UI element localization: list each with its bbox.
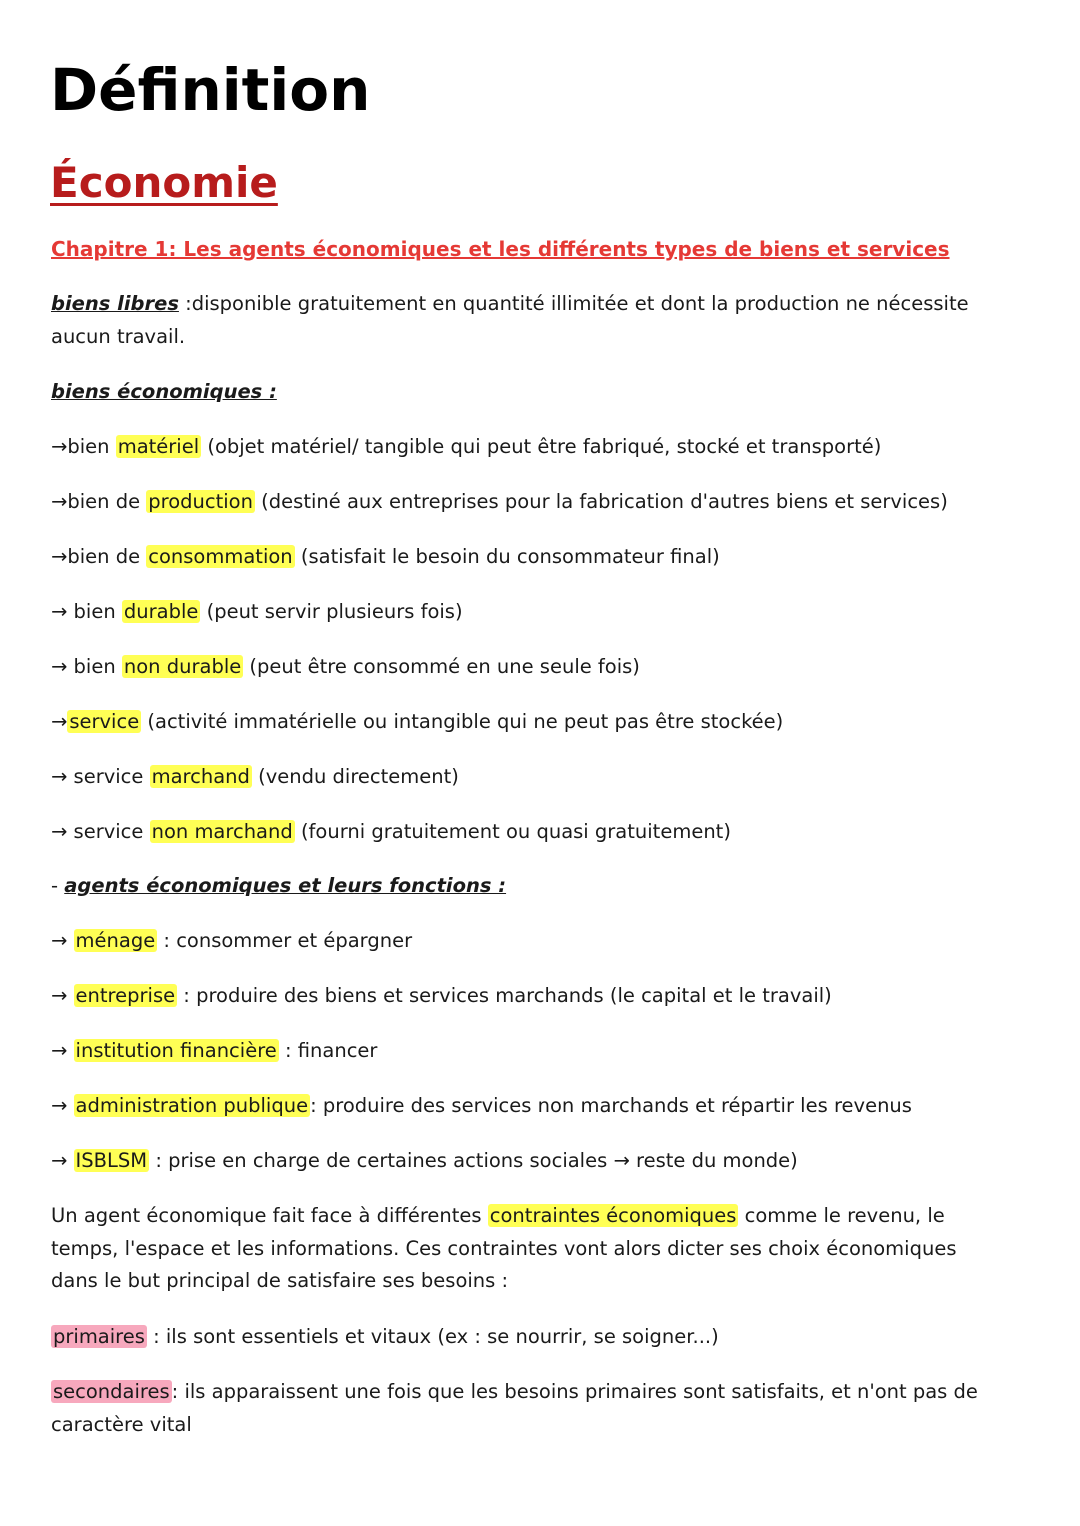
highlighted-term: production: [148, 490, 253, 513]
contraintes-line-2: temps, l'espace et les informations. Ces contraintes vont alors dicter ses choix économiques: [51, 1237, 957, 1260]
text: →bien de: [51, 545, 147, 568]
agent-item: [51, 1144, 798, 1177]
text: : ils apparaissent une fois que les besoins primaires sont satisfaits, et n'ont pas de: [171, 1380, 978, 1403]
text: →: [51, 1094, 74, 1117]
besoin-secondaires: [51, 1375, 978, 1408]
dash: -: [51, 874, 65, 897]
text: Un agent économique fait face à différentes: [51, 1204, 488, 1227]
biens-libres-term: biens libres: [51, 292, 179, 315]
highlighted-term: secondaires: [53, 1380, 170, 1403]
text: →: [51, 1039, 74, 1062]
text: → bien: [51, 600, 122, 623]
bien-item: [51, 485, 948, 518]
besoin-primaires: [51, 1320, 719, 1353]
highlighted-term: primaires: [53, 1325, 145, 1348]
biens-libres-line: [51, 287, 969, 320]
page-title: Définition: [50, 56, 371, 124]
highlighted-term: service: [69, 710, 140, 733]
agents-heading: [51, 869, 506, 902]
bien-item: [51, 650, 640, 683]
highlighted-term: matériel: [117, 435, 200, 458]
highlighted-term: consommation: [148, 545, 293, 568]
highlighted-term: contraintes économiques: [489, 1204, 737, 1227]
highlighted-term: non durable: [123, 655, 242, 678]
text: : consommer et épargner: [157, 929, 413, 952]
bien-item: [51, 540, 720, 573]
text: : ils sont essentiels et vitaux (ex : se nourrir, se soigner...): [146, 1325, 719, 1348]
bien-item: [51, 595, 463, 628]
text: (objet matériel/ tangible qui peut être fabriqué, stocké et transporté): [201, 435, 882, 458]
highlighted-term: entreprise: [75, 984, 176, 1007]
biens-economiques-heading: biens économiques :: [51, 380, 277, 403]
agent-item: [51, 924, 412, 957]
highlighted-term: administration publique: [75, 1094, 309, 1117]
highlighted-term: non marchand: [151, 820, 293, 843]
text: →: [51, 1149, 74, 1172]
text: → service: [51, 820, 150, 843]
text: (vendu directement): [251, 765, 459, 788]
text: : financer: [278, 1039, 378, 1062]
bien-item: [51, 815, 731, 848]
highlighted-term: durable: [123, 600, 199, 623]
text: →: [51, 984, 74, 1007]
agent-item: [51, 979, 832, 1012]
contraintes-line-1: [51, 1199, 945, 1232]
text: (activité immatérielle ou intangible qui ne peut pas être stockée): [141, 710, 784, 733]
text: →: [51, 710, 68, 733]
agent-item: [51, 1034, 377, 1067]
text: (destiné aux entreprises pour la fabrication d'autres biens et services): [254, 490, 948, 513]
text: (satisfait le besoin du consommateur final): [294, 545, 720, 568]
subject-heading: Économie: [50, 158, 278, 207]
contraintes-line-3: dans le but principal de satisfaire ses besoins :: [51, 1269, 509, 1292]
highlighted-term: ménage: [75, 929, 156, 952]
highlighted-term: marchand: [151, 765, 250, 788]
biens-libres-line-2: aucun travail.: [51, 325, 186, 348]
bien-item: [51, 705, 783, 738]
text: : produire des biens et services marchands (le capital et le travail): [177, 984, 832, 1007]
text: → bien: [51, 655, 122, 678]
text: (peut servir plusieurs fois): [200, 600, 463, 623]
text: (peut être consommé en une seule fois): [243, 655, 640, 678]
bien-item: [51, 760, 459, 793]
bien-item: [51, 430, 881, 463]
text: → service: [51, 765, 150, 788]
highlighted-term: institution financière: [75, 1039, 277, 1062]
agent-item: [51, 1089, 912, 1122]
chapter-heading: Chapitre 1: Les agents économiques et les différents types de biens et services: [51, 237, 950, 261]
text: →bien: [51, 435, 116, 458]
definition-text: :disponible gratuitement en quantité illimitée et dont la production ne nécessite: [178, 292, 969, 315]
text: (fourni gratuitement ou quasi gratuitement): [294, 820, 731, 843]
besoin-secondaires-line-2: caractère vital: [51, 1413, 192, 1436]
text: →: [51, 929, 74, 952]
text: : produire des services non marchands et répartir les revenus: [310, 1094, 912, 1117]
text: : prise en charge de certaines actions sociales → reste du monde): [149, 1149, 798, 1172]
highlighted-term: ISBLSM: [75, 1149, 148, 1172]
agents-heading-text: agents économiques et leurs fonctions :: [64, 874, 507, 897]
text: →bien de: [51, 490, 147, 513]
text: comme le revenu, le: [738, 1204, 945, 1227]
